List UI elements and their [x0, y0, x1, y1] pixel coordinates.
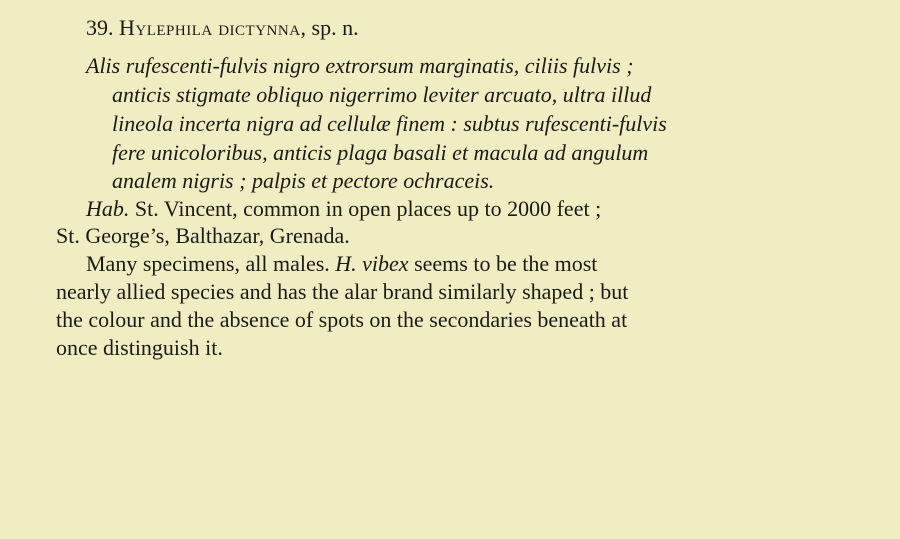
latin-description-line-1: Alis rufescenti-fulvis nigro extrorsum marginatis, ciliis fulvis ; — [86, 53, 634, 78]
habitat-line-2: St. George’s, Balthazar, Grenada. — [56, 223, 350, 248]
remarks-line-4: once distinguish it. — [56, 335, 223, 360]
remarks-species-ref: H. vibex — [335, 251, 409, 276]
habitat-label: Hab. — [86, 196, 130, 221]
habitat-text-1: St. Vincent, common in open places up to 2000 feet ; — [129, 196, 602, 221]
latin-description-line-4: fere unicoloribus, anticis plaga basali et macula ad angulum — [112, 140, 649, 165]
species-name: dictynna — [218, 15, 301, 40]
habitat-line-1 — [86, 196, 601, 222]
remarks-line-3: the colour and the absence of spots on the secondaries beneath at — [56, 307, 628, 332]
genus-name: Hylephila — [119, 15, 213, 40]
species-heading — [86, 15, 359, 41]
latin-description-line-3: lineola incerta nigra ad cellulæ finem : subtus rufescenti-fulvis — [112, 111, 667, 136]
remarks-text-1b: seems to be the most — [408, 251, 598, 276]
remarks-line-2: nearly allied species and has the alar brand similarly shaped ; but — [56, 279, 629, 304]
species-designation: , sp. n. — [300, 15, 359, 40]
remarks-text-1a: Many specimens, all males. — [86, 251, 336, 276]
remarks-line-1 — [86, 251, 597, 277]
entry-number: 39. — [86, 15, 114, 40]
latin-description-line-5: analem nigris ; palpis et pectore ochraceis. — [112, 168, 495, 193]
latin-description-line-2: anticis stigmate obliquo nigerrimo leviter arcuato, ultra illud — [112, 82, 652, 107]
